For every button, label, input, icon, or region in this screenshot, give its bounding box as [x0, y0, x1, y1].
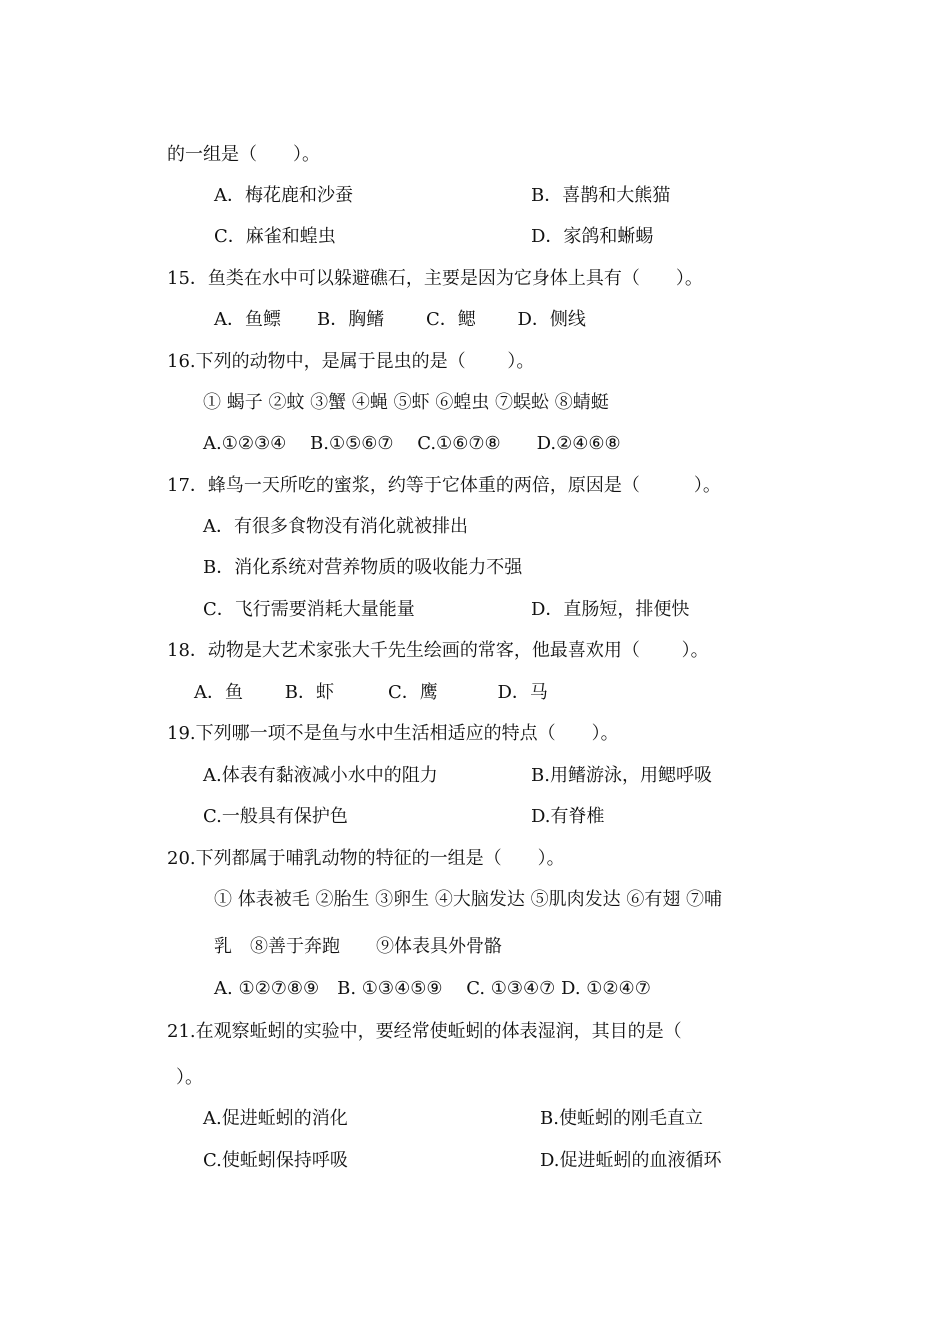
option-a-19: A.体表有黏液减小水中的阻力 — [203, 765, 438, 786]
option-a-21: A.促进蚯蚓的消化 — [203, 1108, 348, 1129]
options-16: A.①②③④ B.①⑤⑥⑦ C.①⑥⑦⑧ D.②④⑥⑧ — [203, 433, 621, 454]
option-b: B．喜鹊和大熊猫 — [531, 185, 671, 206]
option-b-19: B.用鳍游泳，用鳃呼吸 — [531, 765, 712, 786]
options-15: A．鱼鳔 B．胸鳍 C．鳃 D．侧线 — [214, 309, 586, 330]
option-d-17: D．直肠短，排便快 — [531, 599, 690, 620]
items-16: ① 蝎子 ②蚊 ③蟹 ④蝇 ⑤虾 ⑥蝗虫 ⑦蜈蚣 ⑧蜻蜓 — [203, 392, 609, 413]
option-c: C．麻雀和蝗虫 — [214, 226, 336, 247]
question-21: 21.在观察蚯蚓的实验中，要经常使蚯蚓的体表湿润，其目的是（ — [167, 1021, 682, 1042]
question-21-cont: ）。 — [176, 1067, 203, 1088]
option-c-19: C.一般具有保护色 — [203, 806, 348, 827]
question-16: 16.下列的动物中，是属于昆虫的是（ ）。 — [167, 351, 535, 372]
option-a: A．梅花鹿和沙蚕 — [214, 185, 353, 206]
option-b-21: B.使蚯蚓的刚毛直立 — [540, 1108, 703, 1129]
option-d-21: D.促进蚯蚓的血液循环 — [540, 1150, 722, 1171]
items-20-line-1: ① 体表被毛 ②胎生 ③卵生 ④大脑发达 ⑤肌肉发达 ⑥有翅 ⑦哺 — [214, 889, 723, 910]
option-d-19: D.有脊椎 — [531, 806, 605, 827]
option-d: D．家鸽和蜥蜴 — [531, 226, 654, 247]
option-c-21: C.使蚯蚓保持呼吸 — [203, 1150, 348, 1171]
items-20-line-2: 乳 ⑧善于奔跑 ⑨体表具外骨骼 — [214, 936, 502, 957]
question-17: 17．蜂鸟一天所吃的蜜浆，约等于它体重的两倍，原因是（ ）。 — [167, 475, 721, 496]
question-19: 19.下列哪一项不是鱼与水中生活相适应的特点（ ）。 — [167, 723, 619, 744]
question-20: 20.下列都属于哺乳动物的特征的一组是（ ）。 — [167, 848, 565, 869]
options-20: A. ①②⑦⑧⑨ B. ①③④⑤⑨ C. ①③④⑦ D. ①②④⑦ — [214, 978, 651, 999]
question-15: 15．鱼类在水中可以躲避礁石，主要是因为它身体上具有（ ）。 — [167, 268, 703, 289]
text-line: 的一组是（ ）。 — [167, 144, 320, 165]
option-b-17: B．消化系统对营养物质的吸收能力不强 — [203, 557, 523, 578]
question-18: 18．动物是大艺术家张大千先生绘画的常客，他最喜欢用（ ）。 — [167, 640, 709, 661]
options-18: A．鱼 B．虾 C．鹰 D．马 — [194, 682, 548, 703]
option-a-17: A．有很多食物没有消化就被排出 — [203, 516, 468, 537]
option-c-17: C．飞行需要消耗大量能量 — [203, 599, 415, 620]
